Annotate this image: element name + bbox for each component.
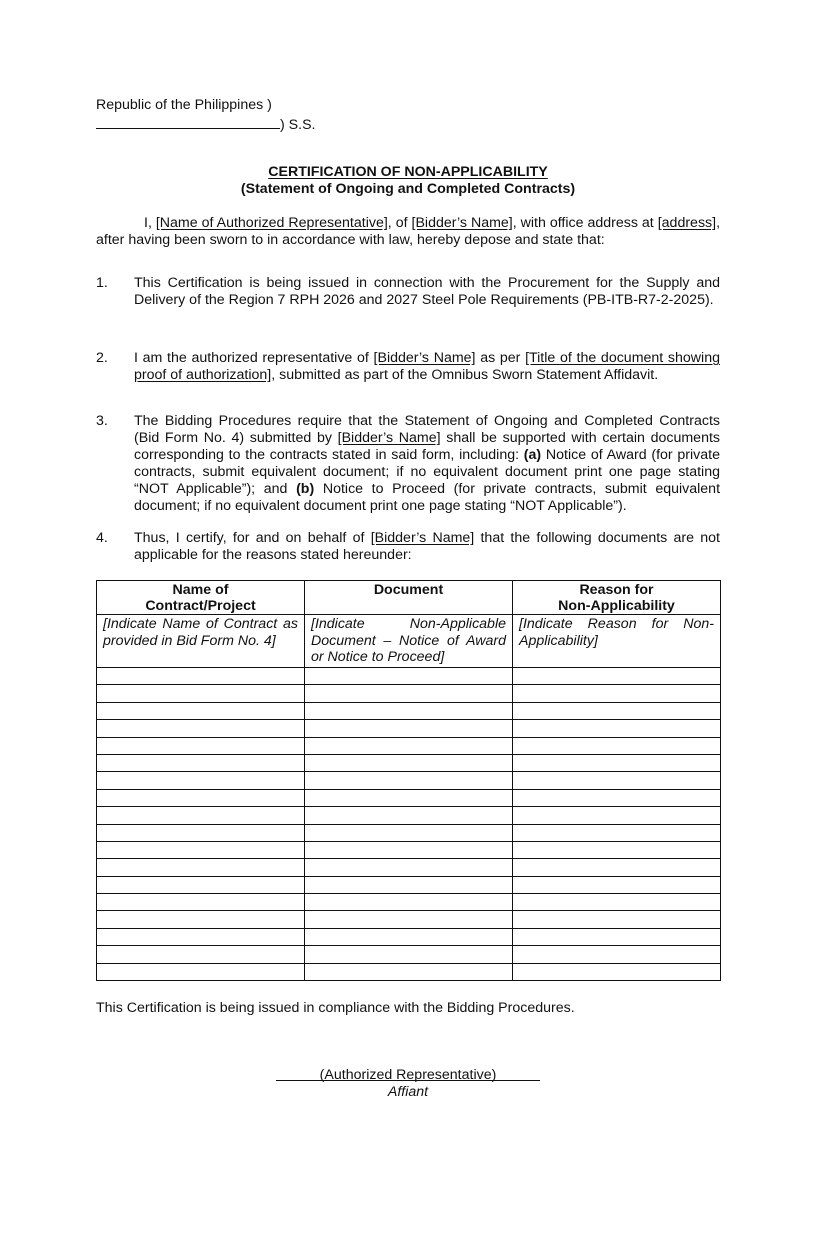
table-cell (97, 859, 305, 876)
table-row (97, 911, 721, 928)
table-cell (97, 685, 305, 702)
table-cell (513, 946, 721, 963)
table-cell (513, 668, 721, 685)
table-row (97, 685, 721, 702)
table-cell (513, 737, 721, 754)
table-cell (305, 928, 513, 945)
table-cell (97, 824, 305, 841)
item-4-text-2: that the following documents are not applicable for the reasons stated hereunder: (134, 530, 720, 563)
table-cell (305, 876, 513, 893)
document-title: CERTIFICATION OF NON-APPLICABILITY (268, 164, 548, 180)
table-cell (305, 772, 513, 789)
signature-role: Affiant (387, 1084, 429, 1100)
table-cell (513, 859, 721, 876)
table-row (97, 789, 721, 806)
table-row (97, 702, 721, 719)
table-cell (513, 702, 721, 719)
item-4-text (134, 530, 720, 564)
table-row (97, 963, 721, 980)
table-header-row (97, 581, 721, 615)
table-cell (513, 876, 721, 893)
item-2-text-2: as per (475, 350, 526, 366)
table-row (97, 859, 721, 876)
venue-line-1: Republic of the Philippines ) (96, 97, 272, 113)
table-cell (97, 754, 305, 771)
table-cell (305, 807, 513, 824)
venue-blank-line (96, 115, 280, 129)
item-2-text-3: , submitted as part of the Omnibus Sworn Statement Affidavit. (271, 367, 659, 383)
table-cell (97, 963, 305, 980)
table-cell (97, 911, 305, 928)
table-cell (305, 720, 513, 737)
table-cell (305, 737, 513, 754)
item-3-label-a: (a) (523, 447, 542, 463)
intro-rep-placeholder: [Name of Authorized Representative] (155, 215, 388, 231)
intro-paragraph (96, 215, 720, 249)
table-row (97, 668, 721, 685)
table-cell (97, 789, 305, 806)
item-3-text-4: Notice to Proceed (for private contracts, submit equivalent document; if no equivalent document print one page stating “NOT Applicable”). (134, 481, 721, 514)
cell-reason-instruction: [Indicate Reason for Non-Applicability] (513, 615, 721, 668)
table-row (97, 754, 721, 771)
table-cell (97, 894, 305, 911)
table-cell (305, 894, 513, 911)
table-cell (305, 859, 513, 876)
item-3-text (134, 413, 720, 515)
intro-text-1: I, (144, 215, 156, 231)
table-cell (97, 772, 305, 789)
item-2-doc-placeholder: [Title of the document showing proof of authorization] (134, 350, 720, 383)
table-cell (513, 824, 721, 841)
table-cell (305, 668, 513, 685)
table-cell (305, 702, 513, 719)
table-row (97, 807, 721, 824)
intro-address-placeholder: [address] (657, 215, 717, 231)
table-row (97, 894, 721, 911)
table-row (97, 824, 721, 841)
table-row (97, 841, 721, 858)
table-row (97, 720, 721, 737)
table-cell (97, 737, 305, 754)
table-cell (97, 876, 305, 893)
table-cell (513, 754, 721, 771)
table-cell (513, 911, 721, 928)
header-contract-project (97, 581, 305, 615)
table-cell (513, 963, 721, 980)
item-3-bidder-placeholder: [Bidder’s Name] (337, 430, 441, 446)
header-document: Document (305, 581, 513, 615)
item-2-text-1: I am the authorized representative of (134, 350, 374, 366)
header-reason-line-2: Non-Applicability (558, 598, 675, 614)
item-3-text-2: shall be supported with certain documents corresponding to the contracts stated in said form, including: (134, 430, 720, 463)
table-cell (305, 789, 513, 806)
signature-name: (Authorized Representative) (319, 1067, 497, 1083)
table-cell (305, 685, 513, 702)
header-reason-line-1: Reason for (579, 582, 654, 598)
table-cell (97, 946, 305, 963)
signature-line (276, 1080, 540, 1081)
item-4-number: 4. (96, 530, 108, 546)
table-cell (305, 841, 513, 858)
table-row (97, 772, 721, 789)
table-cell (97, 928, 305, 945)
table-cell (513, 685, 721, 702)
intro-text-4: , after having been sworn to in accordance with law, hereby depose and state that: (96, 215, 721, 248)
item-4-text-1: Thus, I certify, for and on behalf of (134, 530, 371, 546)
item-2-number: 2. (96, 350, 108, 366)
item-3-text-1: The Bidding Procedures require that the Statement of Ongoing and Completed Contracts (Bid Form No. 4) submitted by (134, 413, 720, 446)
closing-statement: This Certification is being issued in compliance with the Bidding Procedures. (96, 1000, 575, 1016)
table-row (97, 615, 721, 668)
item-3-number: 3. (96, 413, 108, 429)
table-cell (305, 911, 513, 928)
header-contract-line-1: Name of (172, 582, 229, 598)
table-cell (97, 807, 305, 824)
cell-document-instruction: [Indicate Non-Applicable Document – Notice of Award or Notice to Proceed] (305, 615, 513, 668)
item-4-bidder-placeholder: [Bidder’s Name] (370, 530, 475, 546)
intro-text-2: , of (387, 215, 412, 231)
table-cell (305, 946, 513, 963)
venue-ss: ) S.S. (280, 117, 316, 133)
table-cell (513, 807, 721, 824)
item-2-bidder-placeholder: [Bidder’s Name] (373, 350, 476, 366)
table-cell (97, 720, 305, 737)
cell-contract-instruction: [Indicate Name of Contract as provided in Bid Form No. 4] (97, 615, 305, 668)
table-cell (513, 772, 721, 789)
item-2-text (134, 350, 720, 384)
table-row (97, 737, 721, 754)
header-reason (513, 581, 721, 615)
table-cell (97, 668, 305, 685)
table-row (97, 946, 721, 963)
table-cell (305, 963, 513, 980)
table-cell (513, 894, 721, 911)
table-cell (305, 824, 513, 841)
table-cell (513, 928, 721, 945)
table-cell (513, 720, 721, 737)
table-row (97, 928, 721, 945)
item-3-text-3: Notice of Award (for private contracts, submit equivalent document; if no equivalent document print one page stating “NOT Applicable”); and (134, 447, 720, 497)
item-1-text: This Certification is being issued in connection with the Procurement for the Supply and Delivery of the Region 7 RPH 2026 and 2027 Steel Pole Requirements (PB-ITB-R7-2-2025). (134, 275, 720, 308)
table-cell (513, 789, 721, 806)
table-row (97, 876, 721, 893)
document-subtitle: (Statement of Ongoing and Completed Contracts) (240, 181, 576, 197)
venue-line-2 (96, 115, 315, 134)
item-1-number: 1. (96, 275, 108, 291)
table-cell (97, 702, 305, 719)
item-3-label-b: (b) (296, 481, 315, 497)
intro-text-3: , with office address at (512, 215, 658, 231)
table-cell (305, 754, 513, 771)
non-applicability-table (96, 580, 721, 981)
table-cell (513, 841, 721, 858)
table-cell (97, 841, 305, 858)
intro-bidder-placeholder: [Bidder’s Name] (411, 215, 513, 231)
header-contract-line-2: Contract/Project (145, 598, 256, 614)
